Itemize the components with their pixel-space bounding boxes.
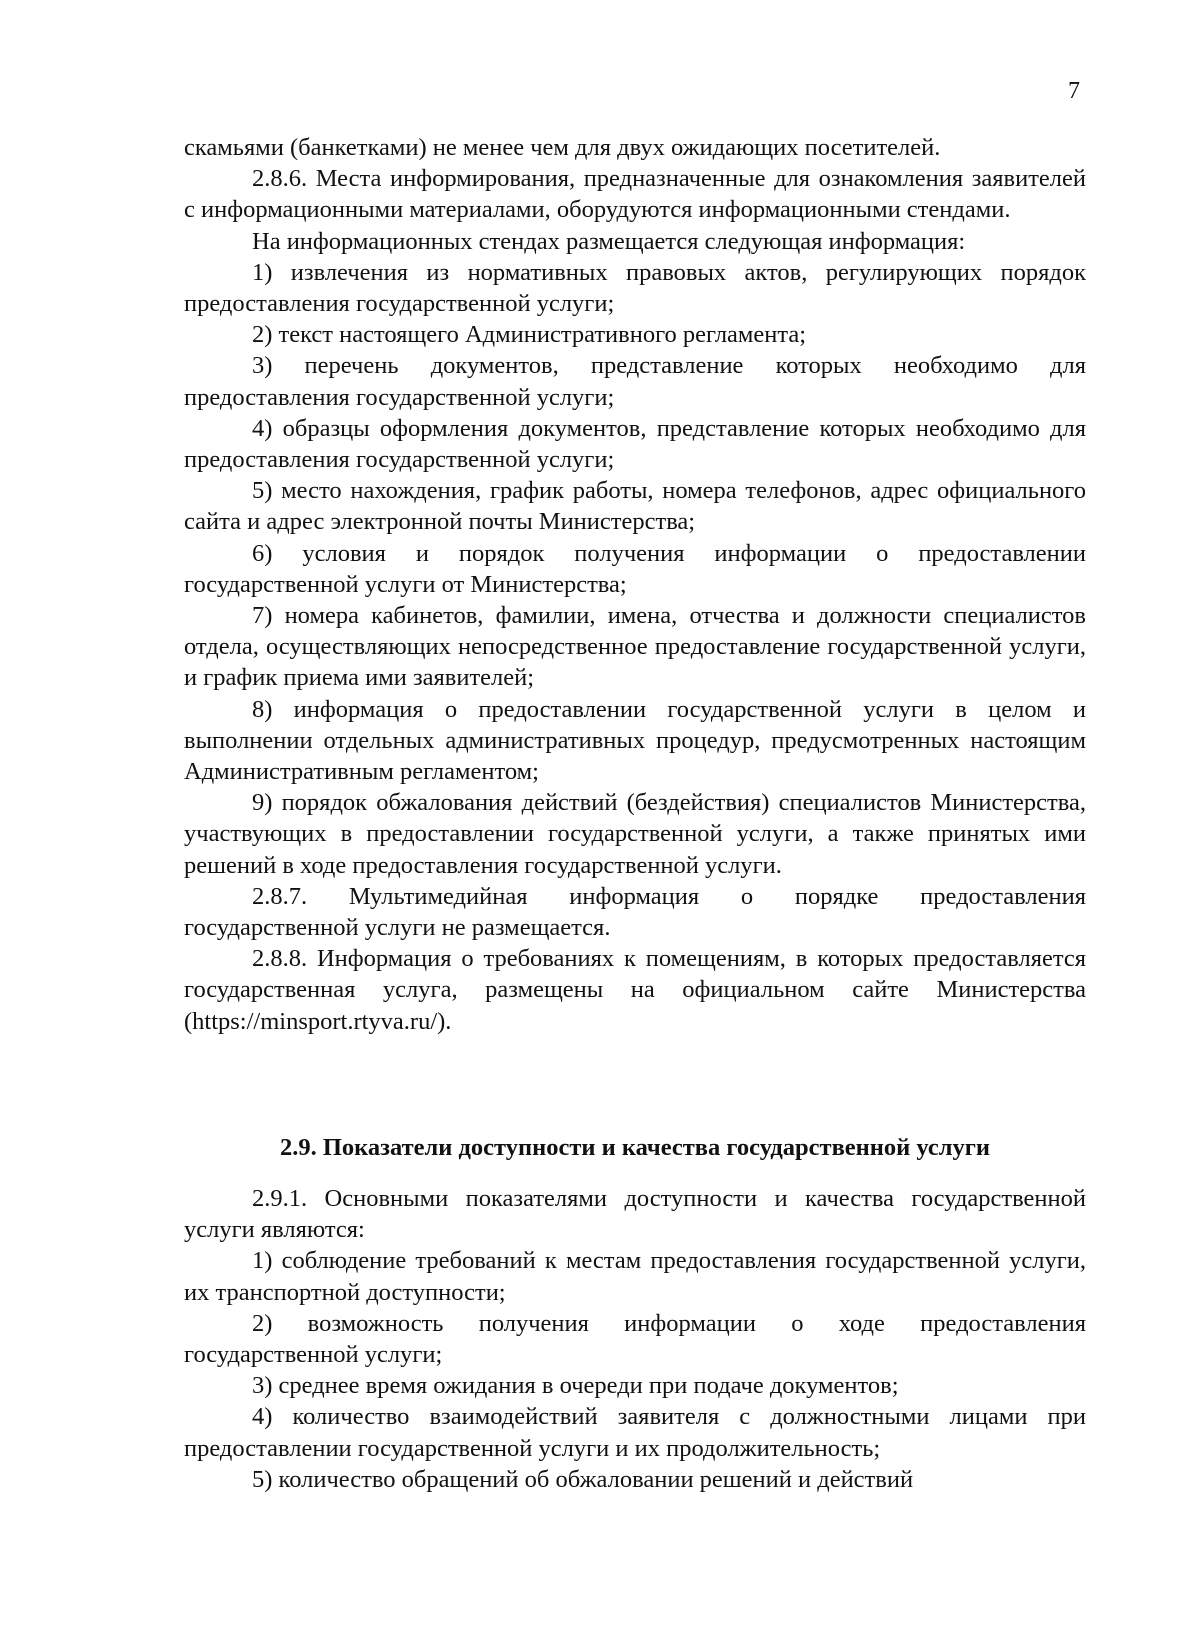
list-item: 5) количество обращений об обжаловании решений и действий <box>252 1465 914 1493</box>
list-item: 3) среднее время ожидания в очереди при подаче документов; <box>252 1372 899 1400</box>
list-item: 2) возможность получения информации о ходе предоставления государственной услуги; <box>184 1309 1086 1369</box>
list-item: 9) порядок обжалования действий (бездействия) специалистов Министерства, участвующих в предоставлении государственной услуги, а также принятых ими решений в ходе предоставления государственной услуги. <box>184 789 1086 879</box>
list-item: 8) информация о предоставлении государственной услуги в целом и выполнении отдельных административных процедур, предусмотренных настоящим Административным регламентом; <box>184 695 1086 786</box>
list-item: 1) соблюдение требований к местам предоставления государственной услуги, их транспортной доступности; <box>184 1247 1086 1306</box>
list-item: 6) условия и порядок получения информации о предоставлении государственной услуги от Министерства; <box>184 539 1086 598</box>
paragraph: 2.8.7. Мультимедийная информация о порядке предоставления государственной услуги не размещается. <box>184 882 1086 942</box>
list-item: 7) номера кабинетов, фамилии, имена, отчества и должности специалистов отдела, осуществляющих непосредственное предоставление государственной услуги, и график приема ими заявителей; <box>184 602 1086 692</box>
paragraph: 2.8.6. Места информирования, предназначенные для ознакомления заявителей с информационными материалами, оборудуются информационными стендами. <box>184 165 1086 224</box>
list-item: 2) текст настоящего Административного регламента; <box>252 321 807 349</box>
paragraph: 2.8.8. Информация о требованиях к помещениям, в которых предоставляется государственная услуга, размещены на официальном сайте Министерства (https://minsport.rtyva.ru/). <box>184 945 1086 1035</box>
paragraph: На информационных стендах размещается следующая информация: <box>252 227 966 255</box>
list-item: 5) место нахождения, график работы, номера телефонов, адрес официального сайта и адрес электронной почты Министерства; <box>184 477 1086 536</box>
list-item: 3) перечень документов, представление которых необходимо для предоставления государственной услуги; <box>184 352 1086 411</box>
list-item: 4) количество взаимодействий заявителя с должностными лицами при предоставлении государственной услуги и их продолжительность; <box>184 1403 1086 1462</box>
paragraph: скамьями (банкетками) не менее чем для двух ожидающих посетителей. <box>184 134 941 161</box>
paragraph: 2.9.1. Основными показателями доступности и качества государственной услуги являются: <box>184 1185 1086 1244</box>
page-number: 7 <box>1068 78 1080 104</box>
list-item: 1) извлечения из нормативных правовых актов, регулирующих порядок предоставления государственной услуги; <box>184 258 1086 318</box>
list-item: 4) образцы оформления документов, представление которых необходимо для предоставления государственной услуги; <box>184 414 1086 474</box>
document-body-bottom <box>184 1183 1086 1495</box>
section-heading: 2.9. Показатели доступности и качества государственной услуги <box>279 1134 991 1161</box>
document-body-top <box>184 132 1086 1037</box>
